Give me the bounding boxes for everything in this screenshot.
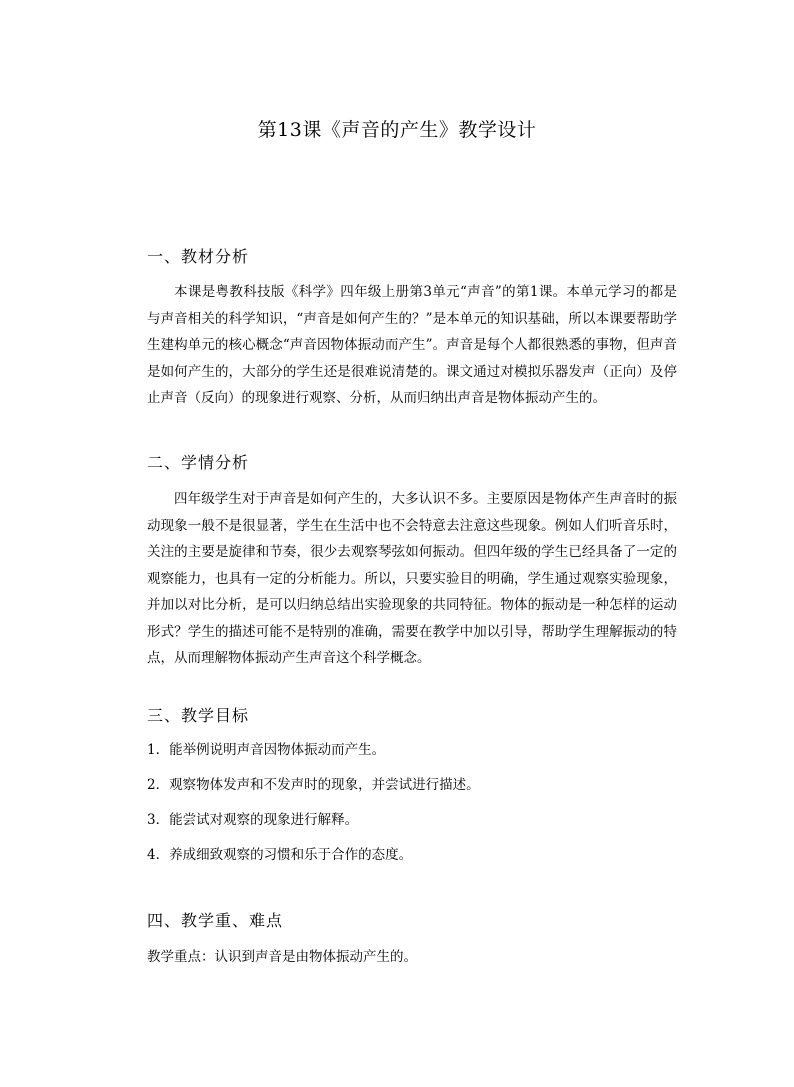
list-item: 3．能尝试对观察的现象进行解释。: [147, 812, 359, 828]
list-item: 1．能举例说明声音因物体振动而产生。: [147, 742, 386, 758]
section-textbook-analysis: [147, 246, 677, 412]
list-item: 2．观察物体发声和不发声时的现象，并尝试进行描述。: [147, 777, 480, 793]
list-item: 4．养成细致观察的习惯和乐于合作的态度。: [147, 847, 413, 863]
section-heading: 三、教学目标: [147, 706, 250, 725]
section-heading: 一、教材分析: [147, 247, 250, 266]
section-paragraph: 本课是粤教科技版《科学》四年级上册第3单元“声音”的第1课。本单元学习的都是与声音相关的科学知识，“声音是如何产生的？”是本单元的知识基础，所以本课要帮助学生建构单元的核心概念“声音因物体振动而产生”。声音是每个人都很熟悉的事物，但声音是如何产生的，大部分的学生还是很难说清楚的。课文通过对模拟乐器发声（正向）及停止声音（反向）的现象进行观察、分析，从而归纳出声音是物体振动产生的。: [147, 284, 677, 406]
section-heading: 四、教学重、难点: [147, 911, 284, 930]
section-key-difficult-points: [147, 910, 677, 967]
section-teaching-objectives: [147, 705, 677, 865]
document-title: 第13课《声音的产生》教学设计: [257, 119, 537, 141]
objective-list: [147, 740, 677, 865]
section-heading: 二、学情分析: [147, 453, 250, 472]
section-student-analysis: [147, 452, 677, 672]
key-point-text: 教学重点：认识到声音是由物体振动产生的。: [147, 949, 417, 965]
section-paragraph: 四年级学生对于声音是如何产生的，大多认识不多。主要原因是物体产生声音时的振动现象一般不是很显著，学生在生活中也不会特意去注意这些现象。例如人们听音乐时，关注的主要是旋律和节奏，很少去观察琴弦如何振动。但四年级的学生已经具备了一定的观察能力，也具有一定的分析能力。所以，只要实验目的明确，学生通过观察实验现象，并加以对比分析，是可以归纳总结出实验现象的共同特征。物体的振动是一种怎样的运动形式？学生的描述可能不是特别的准确，需要在教学中加以引导，帮助学生理解振动的特点，从而理解物体振动产生声音这个科学概念。: [147, 491, 677, 666]
